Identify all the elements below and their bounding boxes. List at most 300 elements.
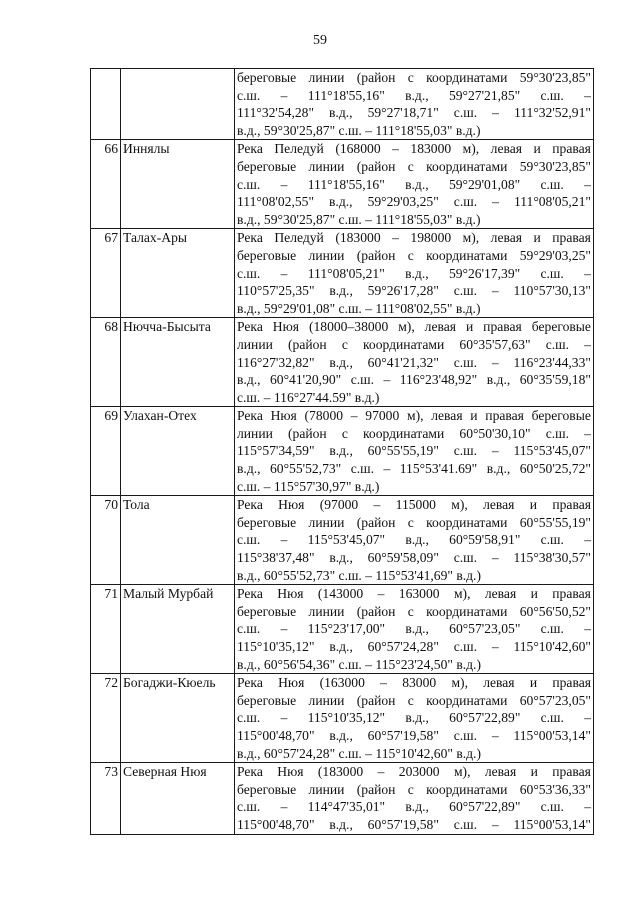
description-word: –: [491, 727, 499, 743]
description-word: (18000–38000: [308, 319, 389, 335]
description-word: с.ш.: [540, 621, 564, 637]
description-word: в.д.,: [329, 194, 353, 210]
description-word: (район: [356, 692, 396, 708]
description-word: 60°57'19,58": [367, 727, 439, 743]
page-number: 59: [313, 33, 327, 48]
object-description: [235, 140, 594, 229]
description-line: с.ш. – 115°57'30,97" в.д.): [237, 478, 380, 494]
description-word: 198000: [410, 230, 452, 246]
description-word: 203000: [398, 764, 440, 780]
description-line: в.д., 59°29'01,08" с.ш. – 111°08'02,55" в.д.): [237, 300, 481, 316]
description-word: с.ш.: [540, 87, 564, 103]
description-word: с.ш.: [453, 283, 478, 299]
description-word: (97000: [319, 497, 359, 513]
description-word: –: [492, 194, 499, 210]
description-word: 83000: [402, 675, 437, 691]
description-line: [237, 193, 591, 211]
object-name: Тола: [121, 496, 235, 585]
description-word: 60°50'30,10": [459, 425, 531, 441]
row-number: 68: [91, 318, 121, 407]
description-word: 163000: [398, 586, 440, 602]
description-word: 115°38'37,48": [237, 550, 315, 566]
description-word: правая: [552, 230, 591, 246]
description-word: –: [584, 87, 591, 103]
description-word: (78000: [304, 408, 344, 424]
description-word: координатами: [426, 514, 508, 530]
description-word: с: [341, 336, 348, 352]
description-word: Нюя: [272, 319, 300, 335]
table-row: [91, 407, 594, 496]
description-line: [237, 620, 591, 638]
description-word: линии: [308, 70, 345, 85]
description-word: (183000: [335, 230, 381, 246]
object-description: [235, 407, 594, 496]
table-row: [91, 140, 594, 229]
description-word: линии: [237, 425, 273, 441]
description-word: левая: [431, 408, 463, 424]
object-name: Северная Нюя: [121, 763, 235, 834]
description-line: [237, 69, 591, 87]
description-word: Пеледуй: [274, 230, 324, 246]
description-line: [237, 514, 591, 532]
description-word: 60°57'19,58": [367, 816, 439, 832]
description-word: 115°00'53,14": [513, 816, 591, 832]
description-word: с.ш.: [237, 710, 261, 726]
description-word: береговые: [531, 319, 591, 335]
description-word: 60°35'59,18": [519, 372, 591, 388]
description-word: –: [380, 675, 387, 691]
description-line: [237, 282, 591, 300]
description-word: в.д.,: [329, 354, 353, 370]
description-word: –: [584, 336, 591, 352]
object-name: Талах-Ары: [121, 229, 235, 318]
description-word: 60°53'36,33": [519, 781, 591, 797]
description-word: в.д.,: [405, 799, 429, 815]
object-description: [235, 69, 594, 140]
description-word: координатами: [426, 158, 508, 174]
description-word: с.ш.: [237, 621, 261, 637]
description-word: 60°59'58,09": [367, 550, 439, 566]
description-word: –: [584, 425, 591, 441]
description-line: [237, 318, 591, 336]
description-line: [237, 549, 591, 567]
description-word: правая: [483, 319, 522, 335]
description-word: с.ш.: [545, 336, 570, 352]
description-word: и: [530, 764, 538, 780]
description-word: и: [470, 408, 478, 424]
row-number: 72: [91, 674, 121, 763]
table-row: [91, 496, 594, 585]
description-word: 115000: [395, 497, 436, 513]
description-word: –: [280, 710, 288, 726]
description-word: с.ш.: [453, 194, 478, 210]
description-word: с.ш.: [540, 710, 564, 726]
description-line: в.д., 59°30'25,87" с.ш. – 111°18'55,03" в.д.): [237, 211, 481, 227]
description-word: м),: [406, 408, 424, 424]
description-word: левая: [483, 497, 515, 513]
description-word: –: [492, 105, 499, 121]
description-line: [237, 531, 591, 549]
description-word: 114°47'35,01": [307, 799, 386, 815]
description-word: береговые: [237, 692, 297, 708]
description-word: 115°23'17,00": [307, 621, 386, 637]
description-word: 59°26'17,28": [367, 283, 439, 299]
description-line: [237, 460, 591, 478]
description-word: (район: [356, 603, 396, 619]
description-word: 115°00'53,14": [513, 727, 591, 743]
description-word: 59°29'01,08": [448, 176, 521, 192]
description-word: 60°56'50,52": [519, 603, 591, 619]
description-word: –: [491, 283, 499, 299]
description-word: координатами: [426, 603, 508, 619]
object-description: [235, 496, 594, 585]
description-word: 111°18'55,16": [307, 176, 385, 192]
description-word: –: [280, 621, 288, 637]
description-word: с: [341, 425, 348, 441]
description-word: береговые: [237, 247, 297, 263]
description-word: 115°53'41.69": [399, 461, 478, 477]
description-word: (143000: [317, 586, 364, 602]
description-word: в.д.,: [329, 727, 353, 743]
description-line: [237, 104, 591, 122]
description-word: 60°55'52,73": [270, 461, 342, 477]
description-word: правая: [552, 497, 591, 513]
description-word: с.ш.: [350, 372, 374, 388]
description-line: в.д., 60°57'24,28" с.ш. – 115°10'42,60" в.д.): [237, 745, 481, 761]
description-word: –: [377, 764, 385, 780]
description-word: с.ш.: [237, 265, 261, 281]
description-word: –: [584, 265, 591, 281]
row-number: 66: [91, 140, 121, 229]
description-word: м),: [462, 141, 480, 157]
description-word: Река: [237, 230, 263, 246]
description-line: [237, 176, 591, 194]
description-word: левая: [483, 675, 515, 691]
object-name: Улахан-Отех: [121, 407, 235, 496]
description-word: –: [584, 176, 591, 192]
description-word: –: [584, 710, 591, 726]
description-word: 59°29'03,25": [519, 247, 591, 263]
description-word: –: [280, 532, 288, 548]
description-word: 60°57'23,05": [449, 621, 521, 637]
table-row: [91, 318, 594, 407]
description-word: с: [407, 781, 414, 797]
description-word: в.д.,: [329, 105, 353, 121]
description-line: [237, 798, 591, 816]
row-number: [91, 69, 121, 140]
description-word: (район: [356, 70, 396, 85]
description-word: 115°53'45,07": [307, 532, 386, 548]
description-word: –: [280, 799, 288, 815]
description-word: с: [407, 514, 414, 530]
description-word: 59°27'18,71": [367, 105, 439, 121]
description-word: с.ш.: [350, 461, 374, 477]
description-word: 116°27'32,82": [237, 354, 315, 370]
description-line: с.ш. – 116°27'44.59" в.д.): [237, 389, 380, 405]
object-name: Малый Мурбай: [121, 585, 235, 674]
description-word: 60°59'58,91": [449, 532, 521, 548]
description-word: Река: [237, 141, 263, 157]
description-word: в.д.,: [329, 639, 353, 654]
description-word: правая: [552, 141, 591, 157]
row-number: 73: [91, 763, 121, 834]
object-name: [121, 69, 235, 140]
description-word: 60°50'25,72": [519, 461, 591, 477]
table-row: [91, 763, 594, 834]
description-word: линии: [308, 514, 345, 530]
description-word: (район: [356, 514, 396, 530]
object-description: [235, 763, 594, 834]
description-word: Пеледуй: [274, 141, 324, 157]
description-word: 111°32'52,91": [513, 105, 591, 121]
description-line: [237, 638, 591, 656]
object-description: [235, 229, 594, 318]
description-word: 60°57'24,28": [367, 639, 439, 654]
description-line: [237, 229, 591, 247]
description-word: правая: [485, 408, 524, 424]
description-word: Река: [237, 319, 263, 335]
object-description: [235, 585, 594, 674]
description-word: (168000: [335, 141, 381, 157]
description-word: Нюя: [277, 586, 304, 602]
description-word: и: [529, 497, 538, 513]
description-word: Река: [237, 675, 263, 691]
description-word: линии: [308, 692, 345, 708]
description-line: [237, 763, 591, 781]
object-name: Богаджи-Кюель: [121, 674, 235, 763]
description-word: с.ш.: [237, 87, 261, 103]
description-word: с.ш.: [540, 265, 564, 281]
description-word: с.ш.: [453, 816, 478, 832]
description-word: береговые: [237, 514, 297, 530]
description-word: с.ш.: [453, 105, 478, 121]
description-word: 115°38'30,57": [513, 550, 591, 566]
description-word: с.ш.: [453, 727, 478, 743]
description-word: –: [491, 816, 499, 832]
object-description: [235, 318, 594, 407]
description-word: с: [407, 247, 414, 263]
description-line: [237, 371, 591, 389]
description-line: [237, 692, 591, 710]
description-word: левая: [484, 764, 517, 780]
description-word: в.д.,: [486, 372, 511, 388]
description-word: левая: [490, 230, 523, 246]
description-word: в.д.,: [329, 443, 353, 459]
description-word: м),: [451, 497, 468, 513]
description-word: 59°30'23,85": [519, 70, 591, 85]
description-line: в.д., 60°56'54,36" с.ш. – 115°23'24,50" в.д.): [237, 656, 481, 672]
description-line: [237, 336, 591, 354]
description-line: [237, 425, 591, 443]
description-word: Река: [237, 408, 263, 424]
description-word: 115°53'45,07": [513, 443, 591, 459]
description-word: с: [407, 158, 414, 174]
description-line: [237, 407, 591, 425]
description-word: береговые: [237, 781, 297, 797]
description-word: –: [373, 497, 381, 513]
description-word: в.д.,: [237, 372, 261, 388]
row-number: 67: [91, 229, 121, 318]
description-word: 115°57'34,59": [237, 443, 315, 459]
description-line: [237, 87, 591, 105]
description-line: [237, 727, 591, 745]
description-word: и: [530, 586, 538, 602]
description-word: в.д.,: [405, 87, 429, 103]
description-word: –: [491, 443, 499, 459]
description-word: 116°23'44,33": [513, 354, 591, 370]
description-word: и: [529, 675, 538, 691]
description-word: –: [584, 532, 591, 548]
description-word: с: [407, 70, 414, 85]
description-word: координатами: [362, 336, 445, 352]
description-word: с.ш.: [237, 176, 261, 192]
description-word: с.ш.: [453, 550, 478, 566]
description-word: –: [280, 265, 288, 281]
description-word: м),: [451, 675, 468, 691]
row-number: 69: [91, 407, 121, 496]
description-word: 59°27'21,85": [448, 87, 521, 103]
description-word: в.д.,: [329, 816, 353, 832]
description-line: [237, 496, 591, 514]
description-word: с.ш.: [540, 799, 564, 815]
table-row: [91, 585, 594, 674]
description-word: в.д.,: [405, 532, 429, 548]
description-word: 111°32'54,28": [237, 105, 314, 121]
description-word: –: [280, 87, 288, 103]
description-word: левая: [490, 141, 523, 157]
description-word: (163000: [319, 675, 365, 691]
description-line: в.д., 59°30'25,87" с.ш. – 111°18'55,03" в.д.): [237, 122, 481, 138]
description-word: с.ш.: [237, 799, 261, 815]
description-line: [237, 140, 591, 158]
description-line: в.д., 60°55'52,73" с.ш. – 115°53'41,69" в.д.): [237, 567, 481, 583]
description-line: [237, 442, 591, 460]
description-word: 183000: [410, 141, 452, 157]
row-number: 70: [91, 496, 121, 585]
description-word: –: [392, 141, 399, 157]
description-word: с.ш.: [545, 425, 570, 441]
table-row: [91, 674, 594, 763]
description-word: с.ш.: [453, 443, 478, 459]
table-row: [91, 229, 594, 318]
object-name: Иннялы: [121, 140, 235, 229]
water-objects-table: [90, 68, 594, 835]
description-word: Нюя: [278, 675, 305, 691]
description-word: –: [383, 461, 391, 477]
description-word: координатами: [426, 247, 508, 263]
description-word: Нюя: [278, 497, 305, 513]
description-word: в.д.,: [405, 621, 429, 637]
description-word: в.д.,: [486, 461, 511, 477]
description-word: с.ш.: [453, 639, 478, 654]
description-word: левая: [424, 319, 457, 335]
description-word: (район: [288, 336, 327, 352]
description-word: (район: [288, 425, 327, 441]
description-word: правая: [552, 586, 591, 602]
description-word: –: [350, 408, 358, 424]
description-word: –: [491, 550, 499, 566]
description-word: координатами: [426, 692, 508, 708]
description-word: –: [392, 230, 399, 246]
description-word: с.ш.: [540, 532, 564, 548]
description-word: береговые: [237, 158, 297, 174]
description-word: с.ш.: [453, 354, 478, 370]
description-word: и: [533, 230, 541, 246]
description-word: 110°57'30,13": [513, 283, 591, 299]
description-word: в.д.,: [405, 176, 429, 192]
description-word: (183000: [317, 764, 364, 780]
table-body: [91, 69, 594, 835]
description-word: в.д.,: [329, 283, 353, 299]
description-word: линии: [308, 158, 345, 174]
description-word: 60°55'55,19": [519, 514, 591, 530]
description-word: линии: [308, 781, 345, 797]
description-word: 60°41'21,32": [367, 354, 439, 370]
description-word: 115°00'48,70": [237, 816, 315, 832]
description-word: и: [533, 141, 541, 157]
description-word: –: [377, 586, 385, 602]
description-word: береговые: [531, 408, 591, 424]
description-word: 60°57'22,89": [449, 799, 521, 815]
description-word: 111°08'05,21": [513, 194, 591, 210]
description-word: 59°26'17,39": [448, 265, 521, 281]
description-word: Река: [237, 497, 263, 513]
description-word: координатами: [426, 781, 508, 797]
description-word: с: [407, 692, 414, 708]
description-word: (район: [356, 247, 396, 263]
description-word: в.д.,: [237, 461, 261, 477]
table-row: [91, 69, 594, 140]
description-word: 111°08'05,21": [307, 265, 385, 281]
description-word: координатами: [362, 425, 445, 441]
object-description: [235, 674, 594, 763]
description-word: м),: [453, 586, 471, 602]
description-line: [237, 158, 591, 176]
description-line: [237, 585, 591, 603]
description-word: 110°57'25,35": [237, 283, 315, 299]
description-word: 115°10'35,12": [307, 710, 386, 726]
description-word: 59°29'03,25": [367, 194, 439, 210]
description-line: [237, 247, 591, 265]
description-word: м),: [398, 319, 415, 335]
description-word: 60°57'23,05": [519, 692, 591, 708]
description-word: правая: [552, 764, 591, 780]
description-word: –: [383, 372, 391, 388]
description-line: [237, 674, 591, 692]
description-word: м),: [462, 230, 480, 246]
description-word: береговые: [237, 603, 297, 619]
description-word: 60°55'55,19": [367, 443, 439, 459]
object-name: Нючча-Бысыта: [121, 318, 235, 407]
description-line: [237, 781, 591, 799]
description-word: в.д.,: [329, 550, 353, 566]
description-word: и: [465, 319, 474, 335]
description-word: в.д.,: [405, 710, 429, 726]
row-number: 71: [91, 585, 121, 674]
description-word: (район: [356, 781, 396, 797]
description-word: линии: [237, 336, 273, 352]
description-word: с.ш.: [237, 532, 261, 548]
description-word: 116°23'48,92": [399, 372, 478, 388]
description-word: в.д.,: [405, 265, 429, 281]
description-word: м),: [453, 764, 471, 780]
description-word: 115°10'35,12": [237, 639, 315, 654]
description-word: 59°30'23,85": [519, 158, 591, 174]
description-line: [237, 603, 591, 621]
description-line: [237, 709, 591, 727]
description-word: Нюя: [270, 408, 297, 424]
description-line: [237, 354, 591, 372]
